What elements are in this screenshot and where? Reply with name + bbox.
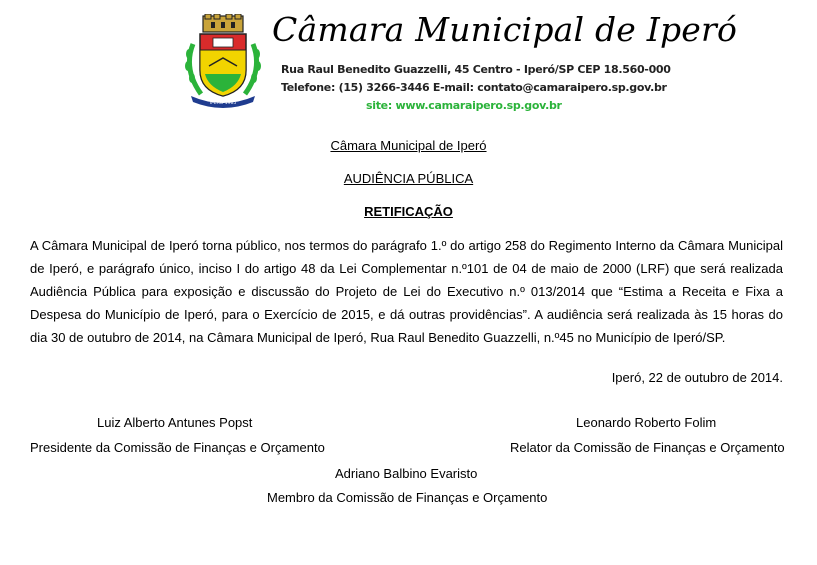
- letterhead-site-link[interactable]: site: www.camaraipero.sp.gov.br: [366, 99, 562, 112]
- notice-body: A Câmara Municipal de Iperó torna público, nos termos do parágrafo 1.º do artigo 258 do Regimento Interno da Câmara Municipal de Iperó, e parágrafo único, inciso I do artigo 48 da Lei Complementar n.º101 de 04 de maio de 2000 (LRF) que será realizada Audiência Pública para exposição e discussão do Projeto de Lei do Executivo n.º 013/2014 que “Estima a Receita e Fixa a Despesa do Município de Iperó, para o Exercício de 2015, e dá outras providências”. A audiência será realizada às 15 horas do dia 30 de outubro de 2014, na Câmara Municipal de Iperó, Rua Raul Benedito Guazzelli, n.º45 no Município de Iperó/SP.: [30, 238, 783, 345]
- letterhead-address: Rua Raul Benedito Guazzelli, 45 Centro - Iperó/SP CEP 18.560-000: [281, 63, 671, 76]
- svg-text:IPERÓ 1965: IPERÓ 1965: [209, 101, 237, 106]
- signatory-name: Leonardo Roberto Folim: [576, 415, 717, 430]
- signatory-role: Presidente da Comissão de Finanças e Orçamento: [30, 440, 325, 455]
- heading-title: AUDIÊNCIA PÚBLICA: [343, 171, 474, 186]
- document-date: Iperó, 22 de outubro de 2014.: [611, 370, 783, 385]
- heading-subtitle: RETIFICAÇÃO: [364, 204, 453, 219]
- signatory-name: Adriano Balbino Evaristo: [335, 466, 478, 481]
- municipal-crest-icon: [183, 14, 263, 108]
- signatory-name: Luiz Alberto Antunes Popst: [97, 415, 253, 430]
- letterhead-contact: Telefone: (15) 3266-3446 E-mail: contato@camaraipero.sp.gov.br: [281, 81, 667, 94]
- letterhead: [0, 0, 817, 125]
- heading-org: Câmara Municipal de Iperó: [330, 138, 487, 153]
- letterhead-title: Câmara Municipal de Iperó: [272, 10, 738, 49]
- signatory-role: Membro da Comissão de Finanças e Orçamento: [267, 490, 548, 505]
- signatory-role: Relator da Comissão de Finanças e Orçamento: [510, 440, 785, 455]
